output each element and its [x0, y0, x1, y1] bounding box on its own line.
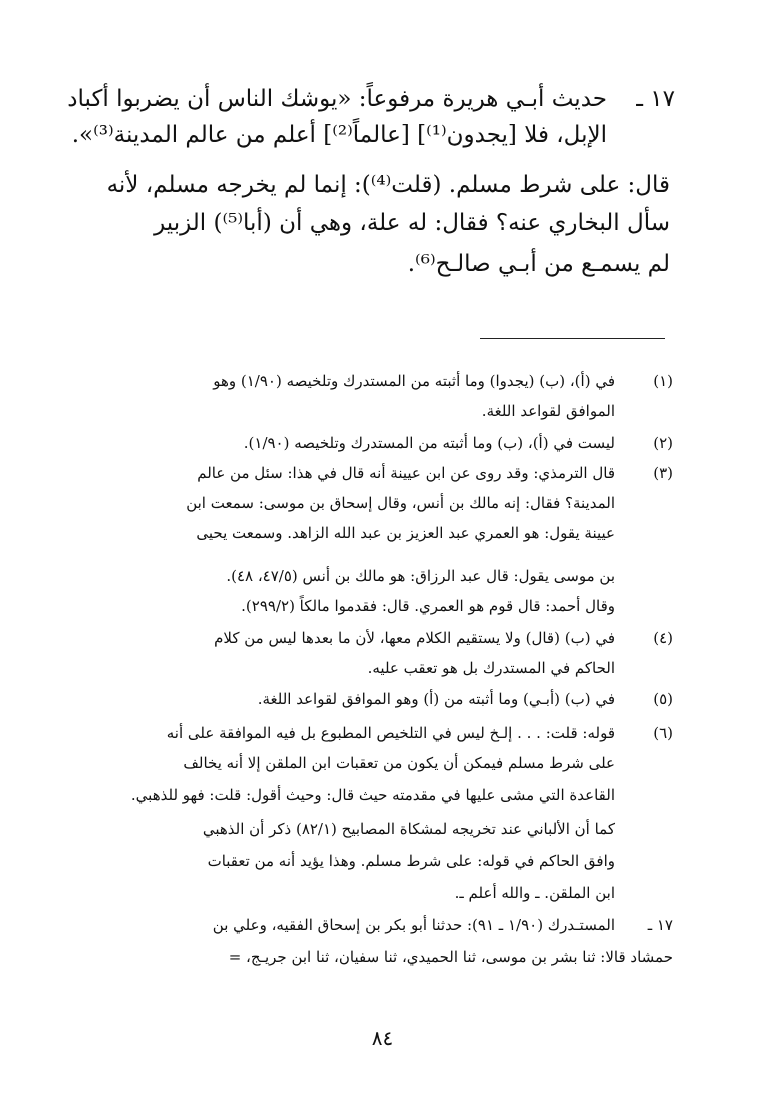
footnote-number: (٢) [653, 434, 673, 452]
footnote-line: في (ب) (قال) ولا يستقيم الكلام معها، لأن ما بعدها ليس من كلام [214, 629, 615, 647]
main-line-4: سأل البخاري عنه؟ فقال: له علة، وهي أن (أبا⁽⁵⁾) الزبير [154, 210, 670, 236]
footnote-number: (٦) [653, 724, 673, 742]
hadith-number: ١٧ ـ [636, 86, 675, 112]
main-line-5: لم يسمـع من أبـي صالـح⁽⁶⁾. [407, 251, 670, 277]
main-line-3: قال: على شرط مسلم. (قلت⁽⁴⁾): إنما لم يخرجه مسلم، لأنه [106, 172, 670, 198]
footnote-line: الموافق لقواعد اللغة. [481, 402, 615, 420]
footnote-number: (٥) [653, 690, 673, 708]
footnote-line: عيينة يقول: هو العمري عبد العزيز بن عبد الله الزاهد. وسمعت يحيى [196, 524, 615, 542]
footnote-separator [480, 338, 665, 339]
footnote-line: كما أن الألباني عند تخريجه لمشكاة المصابيح (٨٢/١) ذكر أن الذهبي [202, 820, 615, 838]
footnote-number: (١) [653, 372, 673, 390]
footnote-line: الحاكم في المستدرك بل هو تعقب عليه. [367, 659, 615, 677]
footnote-line: في (أ)، (ب) (يجدوا) وما أثبته من المستدرك وتلخيصه (١/٩٠) وهو [213, 372, 615, 390]
footnote-line: المدينة؟ فقال: إنه مالك بن أنس، وقال إسحاق بن موسى: سمعت ابن [186, 494, 615, 512]
footnote-line: قوله: قلت: . . . إلـخ ليس في التلخيص المطبوع بل فيه الموافقة على أنه [166, 724, 615, 742]
footnote-line: في (ب) (أبـي) وما أثبته من (أ) وهو الموافق لقواعد اللغة. [257, 690, 615, 708]
footnote-line: قال الترمذي: وقد روى عن ابن عيينة أنه قال في هذا: سئل من عالم [197, 464, 615, 482]
footnote-line: على شرط مسلم فيمكن أن يكون من تعقبات ابن الملقن إلا أنه يخالف [183, 754, 615, 772]
source-line: حمشاد قالا: ثنا بشر بن موسى، ثنا الحميدي، ثنا سفيان، ثنا ابن جريـج، = [228, 948, 673, 966]
source-number: ١٧ ـ [647, 916, 673, 934]
footnote-line: بن موسى يقول: قال عبد الرزاق: هو مالك بن أنس (٤٧/٥، ٤٨). [226, 567, 615, 585]
footnote-line: ليست في (أ)، (ب) وما أثبته من المستدرك وتلخيصه (١/٩٠). [243, 434, 615, 452]
source-line: المستـدرك (١/٩٠ ـ ٩١): حدثنا أبو بكر بن إسحاق الفقيه، وعلي بن [212, 916, 615, 934]
main-line-1: حديث أبـي هريرة مرفوعاً: «يوشك الناس أن يضربوا أكباد [67, 86, 607, 112]
footnote-line: وافق الحاكم في قوله: على شرط مسلم. وهذا يؤيد أنه من تعقبات [207, 852, 615, 870]
footnote-line: ابن الملقن. ـ والله أعلم ـ. [454, 884, 615, 902]
page-number: ٨٤ [371, 1026, 394, 1050]
footnote-line: وقال أحمد: قال قوم هو العمري. قال: فقدموا مالكاً (٢٩٩/٢). [241, 597, 615, 615]
footnote-number: (٤) [653, 629, 673, 647]
main-line-2: الإبل، فلا [يجدون⁽¹⁾] [عالماً⁽²⁾] أعلم من عالم المدينة⁽³⁾». [71, 122, 607, 148]
footnote-line: القاعدة التي مشى عليها في مقدمته حيث قال: وحيث أقول: قلت: فهو للذهبي. [130, 786, 615, 804]
footnote-number: (٣) [653, 464, 673, 482]
